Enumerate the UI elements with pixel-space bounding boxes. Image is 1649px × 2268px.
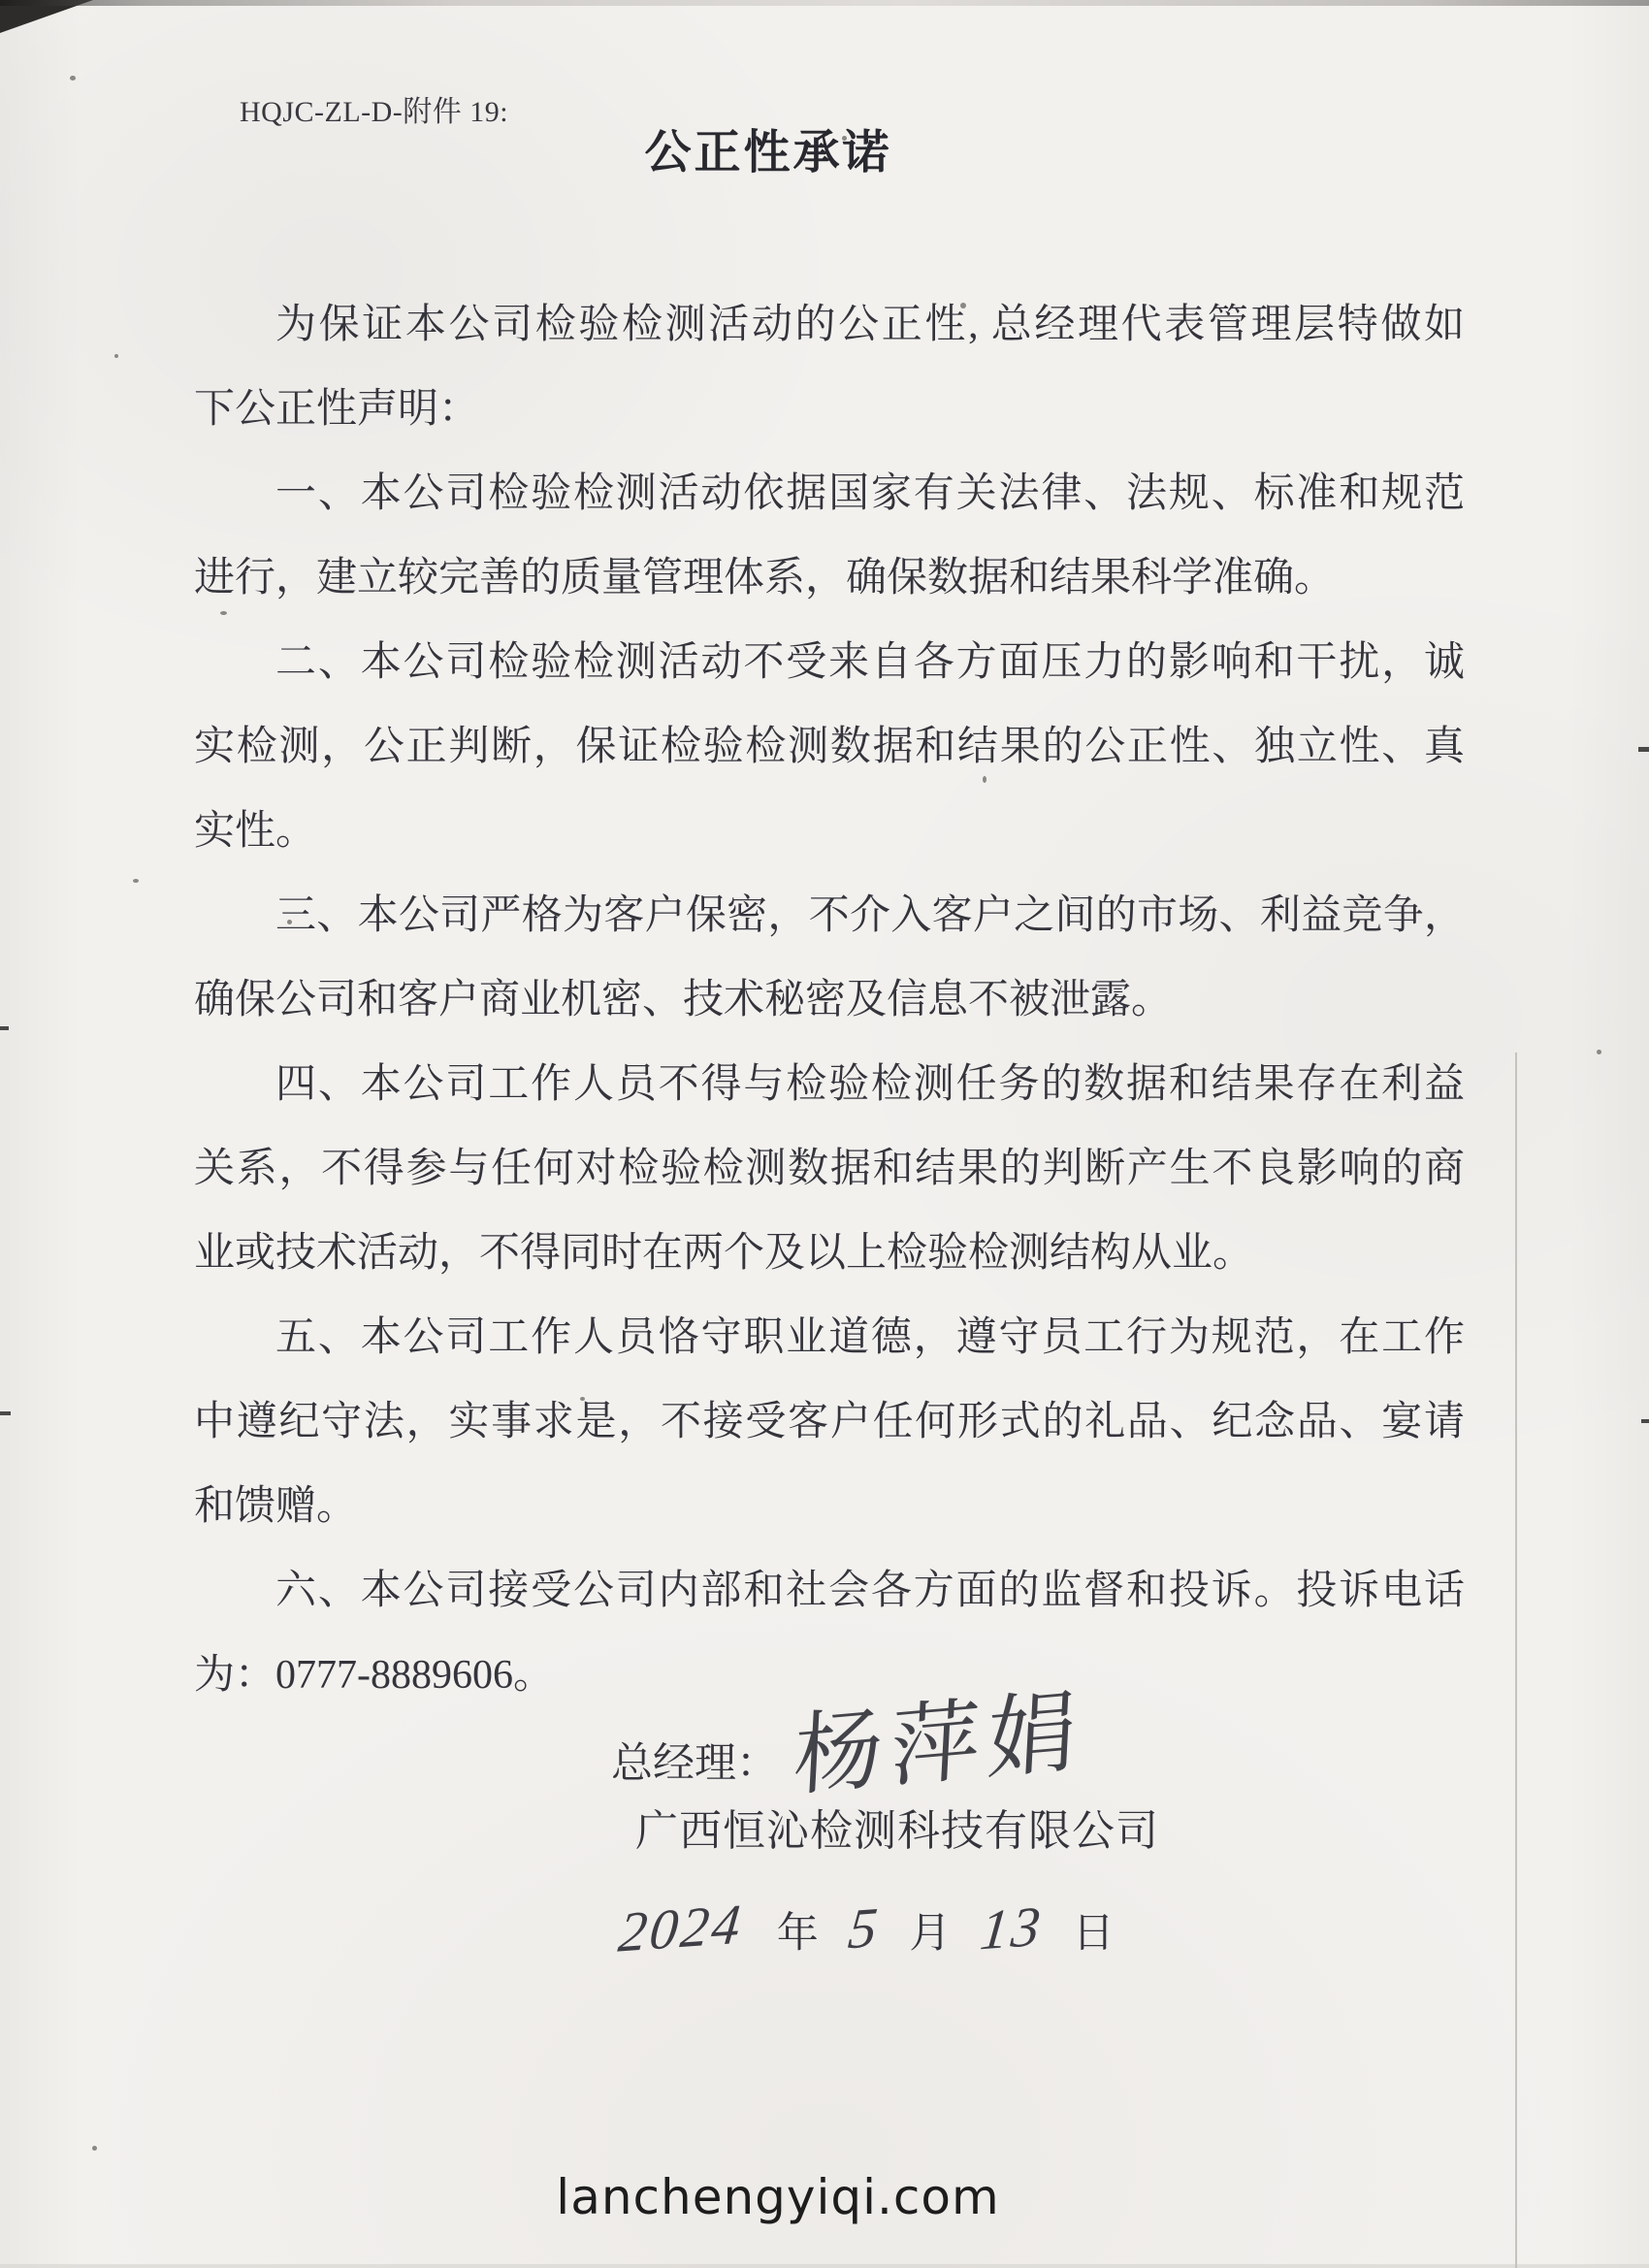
paragraph-clause-1	[194, 452, 1465, 621]
text-line: 五、本公司工作人员恪守职业道德，遵守员工行为规范，在工作	[275, 1315, 1465, 1360]
handwritten-year: 2024	[615, 1892, 747, 1964]
text-line: 关系，不得参与任何对检验检测数据和结果的判断产生不良影响的商	[194, 1147, 1465, 1191]
page-title: 公正性承诺	[644, 127, 892, 178]
document-code: HQJC-ZL-D-附件 19:	[240, 96, 509, 128]
scan-artifact-tick	[1641, 1419, 1649, 1423]
paragraph-clause-6	[194, 1549, 1465, 1718]
scan-artifact-tick	[0, 1411, 11, 1415]
paragraph-clause-4	[194, 1043, 1465, 1296]
text-line: 实检测，公正判断，保证检验检测数据和结果的公正性、独立性、真	[194, 725, 1465, 769]
company-name: 广西恒沁检测科技有限公司	[635, 1807, 1159, 1855]
text-line: 三、本公司严格为客户保密，不介入客户之间的市场、利益竞争，	[275, 893, 1465, 938]
paragraph-clause-5	[194, 1296, 1465, 1549]
month-unit: 月	[909, 1911, 952, 1957]
paper-speck	[133, 879, 139, 883]
site-watermark: lanchengyiqi.com	[556, 2169, 1000, 2225]
text-line: 下公正性声明：	[194, 387, 480, 432]
document-body	[194, 283, 1465, 1718]
general-manager-label: 总经理：	[611, 1741, 778, 1787]
year-unit: 年	[776, 1911, 819, 1957]
paper-speck	[114, 354, 118, 358]
general-manager-signature-handwriting: 杨萍娟	[791, 1681, 1087, 1807]
handwritten-month: 5	[845, 1895, 883, 1961]
text-line: 为保证本公司检验检测活动的公正性, 总经理代表管理层特做如	[275, 303, 1465, 347]
text-line: 为：0777-8889606。	[194, 1653, 554, 1698]
text-line: 六、本公司接受公司内部和社会各方面的监督和投诉。投诉电话	[275, 1569, 1465, 1613]
text-line: 二、本公司检验检测活动不受来自各方面压力的影响和干扰，诚	[275, 640, 1465, 685]
paragraph-clause-3	[194, 874, 1465, 1043]
scan-artifact-tick	[0, 1026, 9, 1030]
paper-speck	[1597, 1050, 1601, 1054]
scan-artifact-bottom-edge	[0, 2264, 1649, 2268]
text-line: 确保公司和客户商业机密、技术秘密及信息不被泄露。	[194, 978, 1173, 1022]
scan-artifact-tick	[1638, 747, 1649, 752]
text-line: 业或技术活动，不得同时在两个及以上检验检测结构从业。	[194, 1231, 1254, 1276]
text-line: 和馈赠。	[194, 1484, 358, 1529]
date-line	[615, 1890, 1128, 1973]
scan-artifact-top-edge	[0, 0, 1649, 6]
text-line: 四、本公司工作人员不得与检验检测任务的数据和结果存在利益	[275, 1062, 1465, 1107]
text-line: 实性。	[194, 809, 317, 854]
paragraph-intro	[194, 283, 1465, 452]
scan-artifact-crease	[1515, 1053, 1517, 2268]
paper-speck	[70, 76, 76, 81]
title-row	[0, 114, 1593, 181]
text-line: 进行，建立较完善的质量管理体系，确保数据和结果科学准确。	[194, 556, 1336, 600]
handwritten-day: 13	[977, 1894, 1047, 1962]
day-unit: 日	[1072, 1911, 1115, 1957]
text-line: 中遵纪守法，实事求是，不接受客户任何形式的礼品、纪念品、宴请	[194, 1400, 1465, 1444]
paragraph-clause-2	[194, 621, 1465, 874]
paper-speck	[92, 2146, 97, 2151]
text-line: 一、本公司检验检测活动依据国家有关法律、法规、标准和规范	[275, 471, 1465, 516]
